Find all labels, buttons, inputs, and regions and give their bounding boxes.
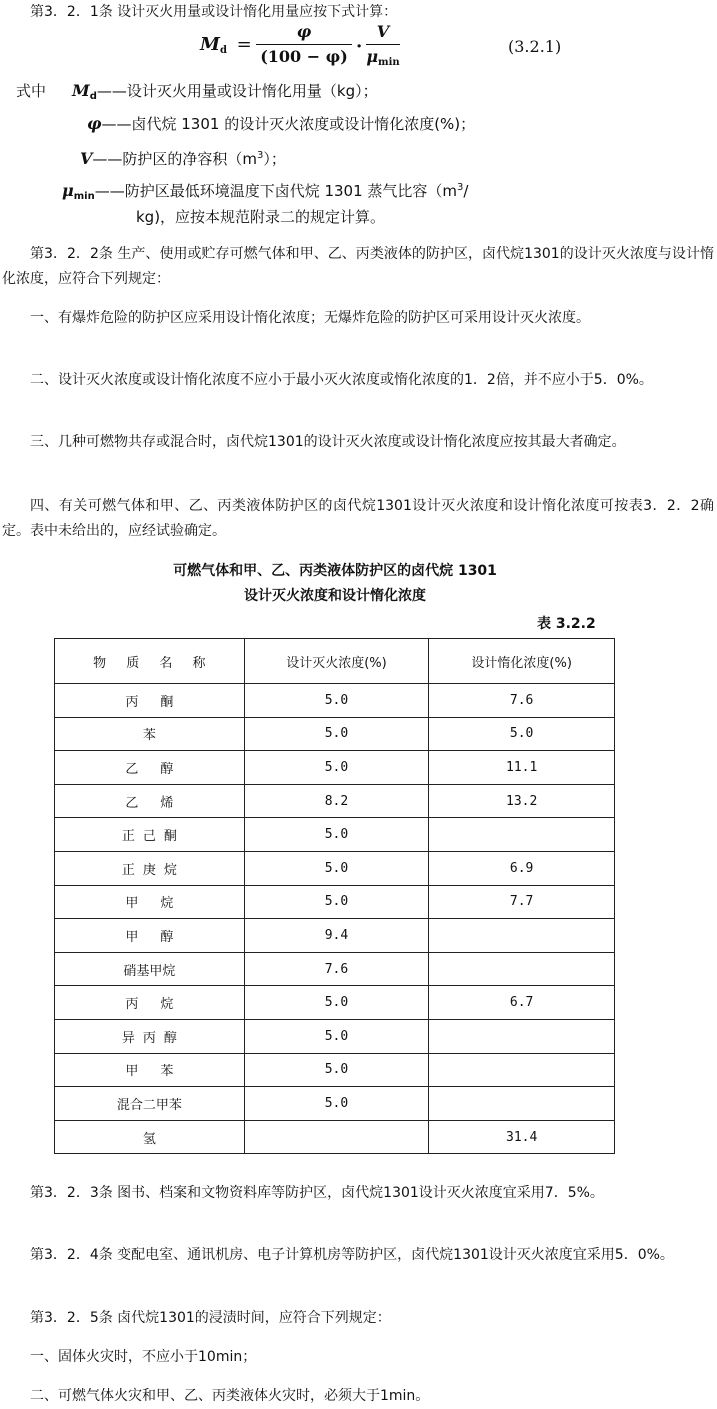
definition-phi <box>87 113 475 135</box>
substance-name: 氢 <box>55 1120 245 1154</box>
definition-phi-text: ——卤代烷 1301 的设计灭火浓度或设计惰化浓度(%)； <box>101 115 476 133</box>
extinguish-concentration-cell: 7.6 <box>244 952 429 986</box>
substance-name: 混合二甲苯 <box>55 1087 245 1121</box>
table-row <box>55 1053 615 1087</box>
table-row <box>55 952 615 986</box>
definition-v-text-b: ）； <box>263 150 286 168</box>
header-substance: 物 质 名 称 <box>55 639 245 684</box>
table-row <box>55 1087 615 1121</box>
table-row <box>55 1019 615 1053</box>
substance-name: 甲苯 <box>55 1053 245 1087</box>
clause-3-2-1-lead: 第3．2．1条 设计灭火用量或设计惰化用量应按下式计算： <box>30 4 398 20</box>
extinguish-concentration-cell: 5.0 <box>244 1087 429 1121</box>
formula-lhs-symbol: M <box>200 34 220 55</box>
table-row <box>55 919 615 953</box>
table-row <box>55 784 615 818</box>
extinguish-concentration-cell: 5.0 <box>244 1019 429 1053</box>
definition-mu <box>62 177 468 208</box>
formula-number: (3.2.1) <box>508 37 562 56</box>
definition-md <box>72 80 378 108</box>
extinguish-concentration-cell: 5.0 <box>244 684 429 718</box>
clause-3-2-2-item-3: 三、几种可燃物共存或混合时，卤代烷1301的设计灭火浓度或设计惰化浓度应按其最大者确定。 <box>30 434 626 450</box>
substance-name: 苯 <box>55 717 245 751</box>
header-inert-concentration: 设计惰化浓度(%) <box>429 639 615 684</box>
substance-name: 正庚烷 <box>55 851 245 885</box>
substance-name: 丙酮 <box>55 684 245 718</box>
header-extinguish-concentration: 设计灭火浓度(%) <box>244 639 429 684</box>
table-row <box>55 1120 615 1154</box>
definition-mu-symbol: μ <box>62 181 74 200</box>
substance-name: 乙烯 <box>55 784 245 818</box>
table-title-line-2: 设计灭火浓度和设计惰化浓度 <box>244 588 426 604</box>
inert-concentration-cell <box>429 1053 615 1087</box>
table-title-line-1: 可燃气体和甲、乙、丙类液体防护区的卤代烷 1301 <box>173 563 497 579</box>
extinguish-concentration-cell: 5.0 <box>244 851 429 885</box>
clause-3-2-3: 第3．2．3条 图书、档案和文物资料库等防护区，卤代烷1301设计灭火浓度宜采用7．5%。 <box>30 1185 604 1201</box>
substance-name: 硝基甲烷 <box>55 952 245 986</box>
formula-fraction-1-numerator: φ <box>296 22 312 41</box>
definition-v-superscript: 3 <box>257 150 264 161</box>
definition-mu-subscript: min <box>73 191 95 202</box>
clause-3-2-2-item-4: 四、有关可燃气体和甲、乙、丙类液体防护区的卤代烷1301设计灭火浓度和设计惰化浓度可按表3．2．2确定。表中未给出的，应经试验确定。 <box>2 498 714 539</box>
table-row <box>55 818 615 852</box>
extinguish-concentration-cell: 9.4 <box>244 919 429 953</box>
substance-name: 乙醇 <box>55 751 245 785</box>
substance-name: 正己酮 <box>55 818 245 852</box>
concentration-table <box>54 638 615 1154</box>
table-row <box>55 684 615 718</box>
inert-concentration-cell <box>429 1087 615 1121</box>
definition-md-text: ——设计灭火用量或设计惰化用量（kg）； <box>96 82 378 100</box>
table-row <box>55 851 615 885</box>
where-label: 式中 <box>16 82 47 100</box>
inert-concentration-cell: 6.9 <box>429 851 615 885</box>
formula-fraction-1-denominator: (100 − φ) <box>260 47 348 66</box>
formula-dot: · <box>356 36 363 57</box>
definition-v-text-a: ——防护区的净容积（m <box>92 150 258 168</box>
extinguish-concentration-cell: 5.0 <box>244 751 429 785</box>
clause-3-2-5: 第3．2．5条 卤代烷1301的浸渍时间，应符合下列规定： <box>30 1310 391 1326</box>
extinguish-concentration-cell: 8.2 <box>244 784 429 818</box>
inert-concentration-cell: 7.7 <box>429 885 615 919</box>
formula-fraction-2-numerator: V <box>376 22 390 41</box>
definition-mu-continued: kg)，应按本规范附录二的规定计算。 <box>136 208 386 226</box>
table-number: 表 3.2.2 <box>537 616 596 632</box>
definition-v-symbol: V <box>80 149 93 168</box>
table-row <box>55 986 615 1020</box>
inert-concentration-cell <box>429 818 615 852</box>
definition-md-symbol: M <box>72 81 90 100</box>
substance-name: 甲醇 <box>55 919 245 953</box>
table-row <box>55 751 615 785</box>
definition-v <box>80 145 286 170</box>
table-row <box>55 717 615 751</box>
formula-fraction-2-denominator-subscript: min <box>378 57 400 68</box>
inert-concentration-cell: 7.6 <box>429 684 615 718</box>
table-row <box>55 885 615 919</box>
inert-concentration-cell: 11.1 <box>429 751 615 785</box>
substance-name: 甲烷 <box>55 885 245 919</box>
inert-concentration-cell: 13.2 <box>429 784 615 818</box>
formula-fraction-2-bar <box>366 44 400 45</box>
formula-equals: = <box>236 34 252 55</box>
inert-concentration-cell <box>429 919 615 953</box>
extinguish-concentration-cell: 5.0 <box>244 1053 429 1087</box>
formula-fraction-1 <box>256 22 352 67</box>
definition-phi-symbol: φ <box>87 114 102 133</box>
formula-fraction-2 <box>366 22 400 73</box>
extinguish-concentration-cell: 5.0 <box>244 818 429 852</box>
definition-mu-text-a: ——防护区最低环境温度下卤代烷 1301 蒸气比容（m <box>94 182 458 200</box>
definition-mu-superscript: 3 <box>457 182 464 193</box>
clause-3-2-2-item-2: 二、设计灭火浓度或设计惰化浓度不应小于最小灭火浓度或惰化浓度的1．2倍，并不应小于5．0%。 <box>30 372 653 388</box>
substance-name: 异丙醇 <box>55 1019 245 1053</box>
extinguish-concentration-cell: 5.0 <box>244 717 429 751</box>
formula-lhs-subscript: d <box>219 45 227 56</box>
clause-3-2-2-item-1: 一、有爆炸危险的防护区应采用设计惰化浓度；无爆炸危险的防护区可采用设计灭火浓度。 <box>30 310 590 326</box>
inert-concentration-cell <box>429 1019 615 1053</box>
extinguish-concentration-cell: 5.0 <box>244 885 429 919</box>
clause-3-2-4: 第3．2．4条 变配电室、通讯机房、电子计算机房等防护区，卤代烷1301设计灭火浓度宜采用5．0%。 <box>30 1247 674 1263</box>
clause-3-2-5-item-2: 二、可燃气体火灾和甲、乙、丙类液体火灾时，必须大于1min。 <box>30 1388 430 1404</box>
substance-name: 丙烷 <box>55 986 245 1020</box>
clause-3-2-2: 第3．2．2条 生产、使用或贮存可燃气体和甲、乙、丙类液体的防护区，卤代烷1301的设计灭火浓度与设计惰化浓度，应符合下列规定： <box>2 246 714 287</box>
inert-concentration-cell: 6.7 <box>429 986 615 1020</box>
table-header-row <box>55 639 615 684</box>
formula-fraction-2-denominator-symbol: μ <box>366 47 379 66</box>
extinguish-concentration-cell <box>244 1120 429 1154</box>
extinguish-concentration-cell: 5.0 <box>244 986 429 1020</box>
inert-concentration-cell <box>429 952 615 986</box>
inert-concentration-cell: 5.0 <box>429 717 615 751</box>
definition-md-subscript: d <box>89 91 97 102</box>
inert-concentration-cell: 31.4 <box>429 1120 615 1154</box>
clause-3-2-5-item-1: 一、固体火灾时，不应小于10min； <box>30 1349 257 1365</box>
definition-mu-text-b: / <box>463 182 469 200</box>
formula-fraction-1-bar <box>256 44 352 45</box>
